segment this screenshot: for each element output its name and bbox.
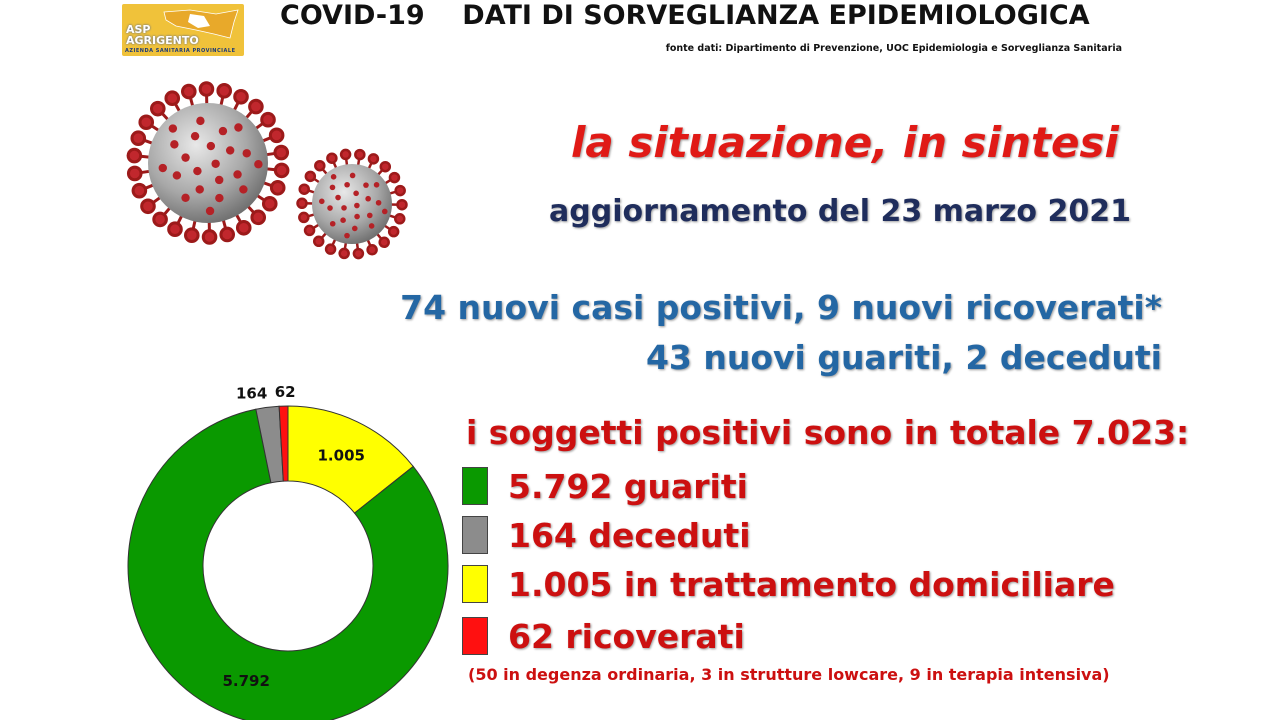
legend-label: 164 deceduti xyxy=(508,515,751,555)
legend-label: 5.792 guariti xyxy=(508,466,748,506)
legend-item-ricoverati xyxy=(462,616,745,656)
legend-item-domiciliare xyxy=(462,564,1115,604)
donut-chart xyxy=(0,0,480,720)
logo-text-agrigento: AGRIGENTO xyxy=(126,34,199,47)
donut-label: 164 xyxy=(235,384,268,403)
legend-item-deceduti xyxy=(462,515,751,555)
page-title: COVID-19 DATI DI SORVEGLIANZA EPIDEMIOLOGICA xyxy=(280,0,1090,31)
news-line-cases: 74 nuovi casi positivi, 9 nuovi ricoverati* xyxy=(400,288,1162,327)
logo-text-asp: ASP xyxy=(126,23,151,36)
update-date: aggiornamento del 23 marzo 2021 xyxy=(549,194,1131,229)
legend-label: 62 ricoverati xyxy=(508,616,745,656)
news-line-recovered: 43 nuovi guariti, 2 deceduti xyxy=(645,338,1162,377)
headline: la situazione, in sintesi xyxy=(571,118,1119,167)
logo-text-subtitle: AZIENDA SANITARIA PROVINCIALE xyxy=(125,48,236,54)
data-source: fonte dati: Dipartimento di Prevenzione, UOC Epidemiologia e Sorveglianza Sanitaria xyxy=(665,43,1122,54)
total-positives: i soggetti positivi sono in totale 7.023: xyxy=(466,413,1190,452)
donut-label: 1.005 xyxy=(317,446,365,465)
donut-label: 5.792 xyxy=(222,672,270,691)
hospital-note: (50 in degenza ordinaria, 3 in strutture lowcare, 9 in terapia intensiva) xyxy=(468,665,1110,684)
donut-label: 62 xyxy=(274,383,296,402)
legend-item-guariti xyxy=(462,466,748,506)
legend-label: 1.005 in trattamento domiciliare xyxy=(508,564,1115,604)
